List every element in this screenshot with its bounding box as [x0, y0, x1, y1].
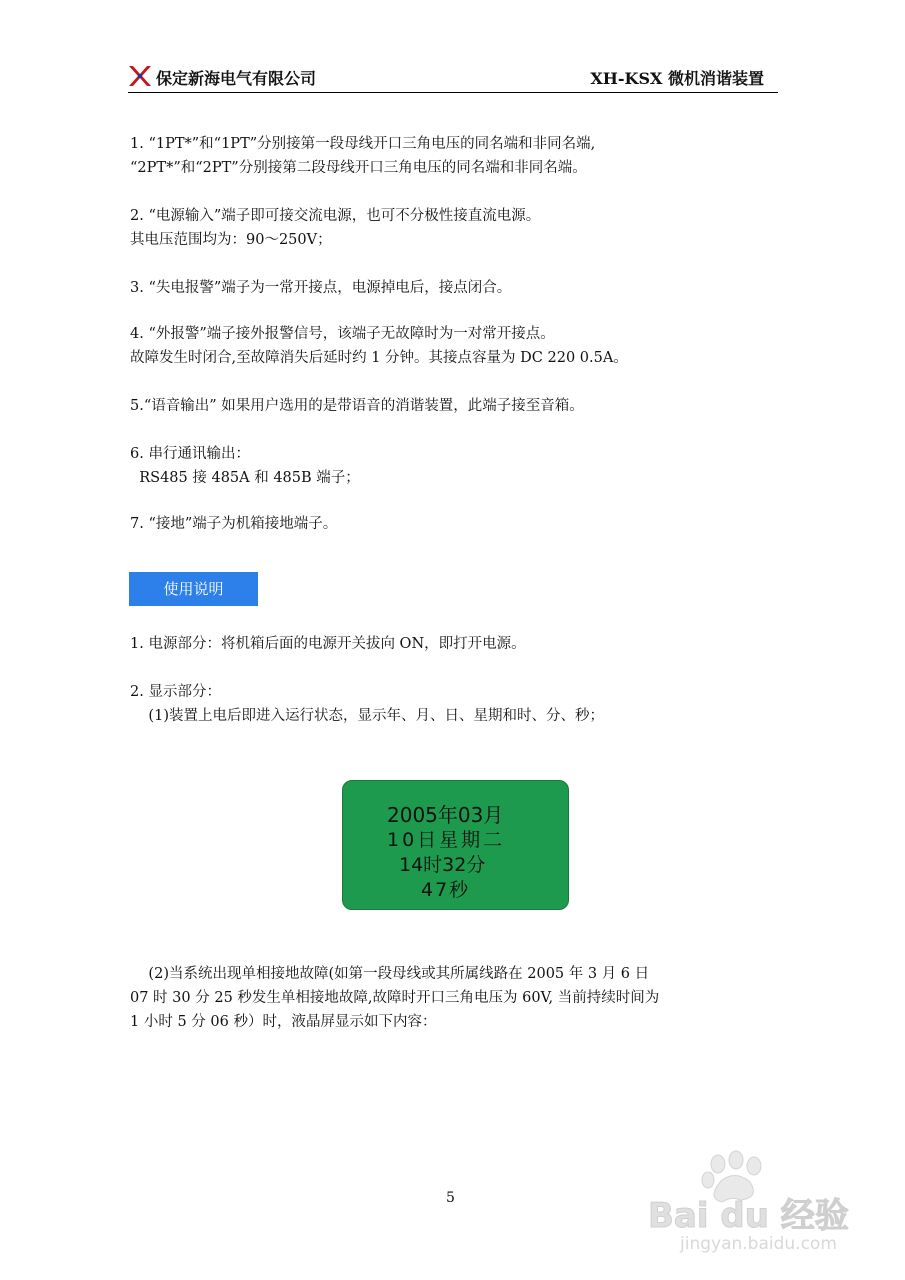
text-line: 1 小时 5 分 06 秒）时，液晶屏显示如下内容：: [130, 1014, 437, 1030]
company-name: 保定新海电气有限公司: [156, 69, 317, 88]
page-header: [128, 62, 778, 93]
lcd-line-seconds: 47秒: [421, 879, 471, 901]
usage-item-2: [130, 680, 604, 728]
terminal-item-6: [130, 442, 360, 490]
baidu-watermark: [640, 1150, 880, 1260]
terminal-item-1: [130, 132, 595, 180]
fault-paragraph: [130, 962, 659, 1034]
text-line: 7. “接地”端子为机箱接地端子。: [130, 516, 338, 532]
text-line: 2. “电源输入”端子即可接交流电源，也可不分极性接直流电源。: [130, 208, 541, 224]
watermark-brand: Bai du 经验: [648, 1196, 849, 1236]
text-line: “2PT*”和“2PT”分别接第二段母线开口三角电压的同名端和非同名端。: [130, 160, 587, 176]
text-line: (1)装置上电后即进入运行状态，显示年、月、日、星期和时、分、秒；: [130, 708, 604, 724]
watermark-url: jingyan.baidu.com: [680, 1234, 837, 1254]
text-line: 3. “失电报警”端子为一常开接点，电源掉电后，接点闭合。: [130, 280, 512, 296]
text-line: 4. “外报警”端子接外报警信号，该端子无故障时为一对常开接点。: [130, 326, 555, 342]
lcd-line-day: 10日星期二: [387, 829, 506, 851]
text-line: 6. 串行通讯输出：: [130, 446, 250, 462]
section-title-usage: 使用说明: [129, 572, 258, 606]
text-line: 其电压范围均为：90～250V；: [130, 232, 332, 248]
lcd-line-time: 14时32分: [399, 854, 486, 876]
product-name: XH-KSX 微机消谐装置: [590, 69, 764, 88]
text-line: (2)当系统出现单相接地故障(如第一段母线或其所属线路在 2005 年 3 月 6 日: [130, 966, 650, 982]
text-line: 故障发生时闭合,至故障消失后延时约 1 分钟。其接点容量为 DC 220 0.5A。: [130, 350, 628, 366]
text-line: RS485 接 485A 和 485B 端子；: [130, 470, 360, 486]
text-line: 1. 电源部分：将机箱后面的电源开关拔向 ON，即打开电源。: [130, 636, 526, 652]
text-line: 5.“语音输出” 如果用户选用的是带语音的消谐装置，此端子接至音箱。: [130, 398, 584, 414]
lcd-line-date: 2005年03月: [387, 803, 504, 827]
text-line: 2. 显示部分：: [130, 684, 221, 700]
terminal-item-7: [130, 512, 337, 536]
terminal-item-3: [130, 276, 511, 300]
usage-item-1: [130, 632, 526, 656]
company-logo-icon: [128, 65, 152, 87]
terminal-item-4: [130, 322, 628, 370]
lcd-display: [342, 780, 569, 910]
page-number: 5: [446, 1190, 455, 1206]
text-line: 1. “1PT*”和“1PT”分别接第一段母线开口三角电压的同名端和非同名端,: [130, 136, 596, 152]
terminal-item-2: [130, 204, 540, 252]
terminal-item-5: [130, 394, 584, 418]
text-line: 07 时 30 分 25 秒发生单相接地故障,故障时开口三角电压为 60V, 当前持续时间为: [130, 990, 660, 1006]
